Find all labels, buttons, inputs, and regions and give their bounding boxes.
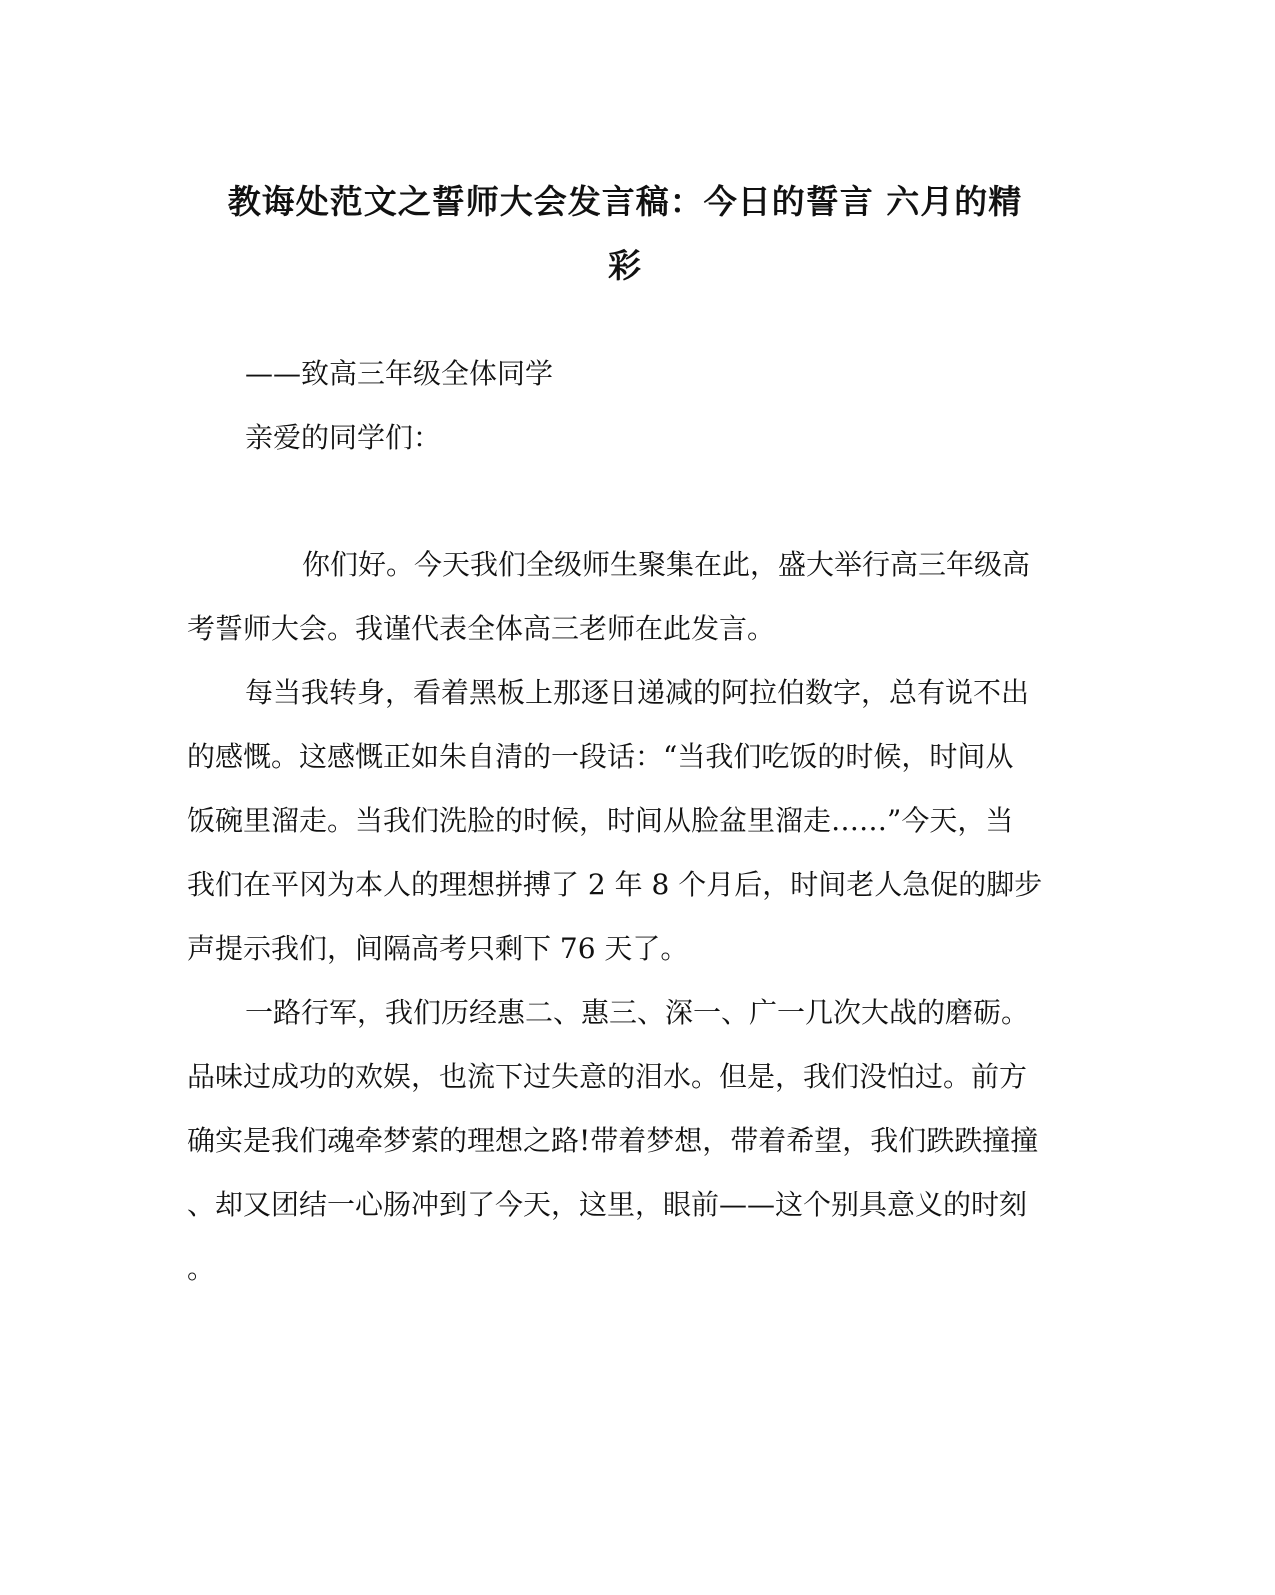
paragraph-line: 饭碗里溜走。当我们洗脸的时候，时间从脸盆里溜走……”今天，当 (187, 804, 1014, 837)
paragraph-line: 每当我转身，看着黑板上那逐日递减的阿拉伯数字，总有说不出 (245, 676, 1030, 709)
title-line-2: 彩 (608, 246, 642, 285)
subtitle: ——致高三年级全体同学 (245, 357, 554, 390)
paragraph-line: 的感慨。这感慨正如朱自清的一段话：“当我们吃饭的时候，时间从 (187, 740, 1014, 773)
document-title (180, 170, 1070, 298)
paragraph-line: 。 (187, 1252, 216, 1285)
paragraph-line: 确实是我们魂牵梦萦的理想之路!带着梦想，带着希望，我们跌跌撞撞 (187, 1124, 1039, 1157)
salutation: 亲爱的同学们： (245, 421, 442, 454)
paragraph-line: 声提示我们，间隔高考只剩下 76 天了。 (187, 932, 689, 965)
paragraph-line: 考誓师大会。我谨代表全体高三老师在此发言。 (187, 612, 776, 645)
paragraph-line: 、却又团结一心肠冲到了今天，这里，眼前——这个别具意义的时刻 (187, 1188, 1028, 1221)
title-line-1: 教诲处范文之誓师大会发言稿：今日的誓言 六月的精 (227, 182, 1023, 221)
paragraph-line: 你们好。今天我们全级师生聚集在此，盛大举行高三年级高 (302, 548, 1031, 581)
paragraph-line: 我们在平冈为本人的理想拼搏了 2 年 8 个月后，时间老人急促的脚步 (187, 868, 1043, 901)
paragraph-line: 品味过成功的欢娱，也流下过失意的泪水。但是，我们没怕过。前方 (187, 1060, 1028, 1093)
paragraph-line: 一路行军，我们历经惠二、惠三、深一、广一几次大战的磨砺。 (245, 996, 1030, 1029)
